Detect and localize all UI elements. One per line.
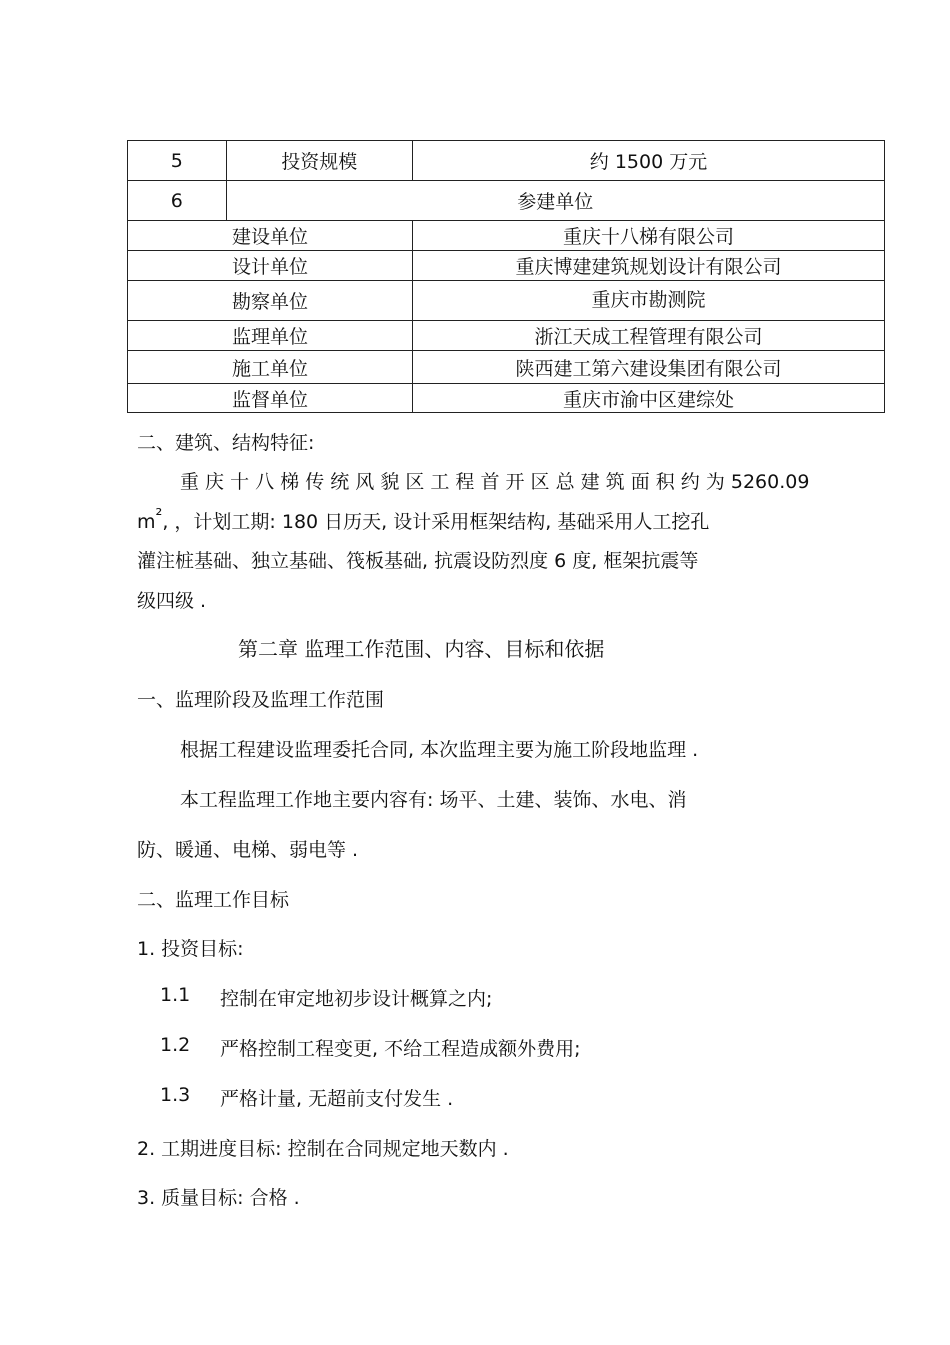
unit-value: 浙江天成工程管理有限公司 <box>413 321 885 351</box>
row-label: 参建单位 <box>226 181 884 221</box>
table-row <box>128 141 885 181</box>
unit-label: 勘察单位 <box>128 281 413 321</box>
invest-item-text: 控制在审定地初步设计概算之内; <box>220 988 493 1010</box>
table-row <box>128 221 885 251</box>
unit-label: 监督单位 <box>128 384 413 413</box>
building-para-line3: 灌注桩基础、独立基础、筏板基础, 抗震设防烈度 6 度, 框架抗震等 <box>137 550 699 572</box>
invest-item-number: 1.2 <box>160 1034 191 1056</box>
table-row <box>128 181 885 221</box>
building-para-line1: 重 庆 十 八 梯 传 统 风 貌 区 工 程 首 开 区 总 建 筑 面 积 约 为 5260.09 <box>180 471 810 493</box>
area-unit-sup: ² <box>155 505 163 526</box>
schedule-goal: 2. 工期进度目标: 控制在合同规定地天数内 . <box>137 1138 509 1160</box>
unit-label: 施工单位 <box>128 351 413 384</box>
unit-value: 重庆市勘测院 <box>413 281 885 321</box>
building-para-line2 <box>137 507 709 534</box>
scope-para2-line2: 防、暖通、电梯、弱电等 . <box>137 839 359 861</box>
row-value: 约 1500 万元 <box>413 141 885 181</box>
table-row <box>128 281 885 321</box>
row-number: 6 <box>128 181 227 221</box>
unit-label: 建设单位 <box>128 221 413 251</box>
chapter-title: 第二章 监理工作范围、内容、目标和依据 <box>238 637 605 661</box>
scope-para2-line1: 本工程监理工作地主要内容有: 场平、土建、装饰、水电、消 <box>180 789 687 811</box>
scope-para1: 根据工程建设监理委托合同, 本次监理主要为施工阶段地监理 . <box>180 739 699 761</box>
table-row <box>128 321 885 351</box>
row-label: 投资规模 <box>226 141 412 181</box>
quality-goal: 3. 质量目标: 合格 . <box>137 1187 300 1209</box>
building-para-line4: 级四级 . <box>137 590 207 612</box>
invest-item-number: 1.3 <box>160 1084 191 1106</box>
unit-value: 陕西建工第六建设集团有限公司 <box>413 351 885 384</box>
area-unit: m <box>137 511 156 533</box>
invest-item-text: 严格控制工程变更, 不给工程造成额外费用; <box>220 1038 581 1060</box>
invest-goal-heading: 1. 投资目标: <box>137 938 244 960</box>
unit-label: 设计单位 <box>128 251 413 281</box>
building-para-line2-text: , ，计划工期: 180 日历天, 设计采用框架结构, 基础采用人工挖孔 <box>162 511 710 533</box>
unit-label: 监理单位 <box>128 321 413 351</box>
invest-item-number: 1.1 <box>160 984 191 1006</box>
table-row <box>128 384 885 413</box>
scope-heading: 一、监理阶段及监理工作范围 <box>137 689 385 711</box>
project-info-table <box>127 140 885 413</box>
unit-value: 重庆市渝中区建综处 <box>413 384 885 413</box>
table-row <box>128 351 885 384</box>
unit-value: 重庆博建建筑规划设计有限公司 <box>413 251 885 281</box>
unit-value: 重庆十八梯有限公司 <box>413 221 885 251</box>
building-section-heading: 二、建筑、结构特征: <box>137 432 315 454</box>
goals-heading: 二、监理工作目标 <box>137 889 290 911</box>
row-number: 5 <box>128 141 227 181</box>
invest-item-text: 严格计量, 无超前支付发生 . <box>220 1088 454 1110</box>
table-row <box>128 251 885 281</box>
